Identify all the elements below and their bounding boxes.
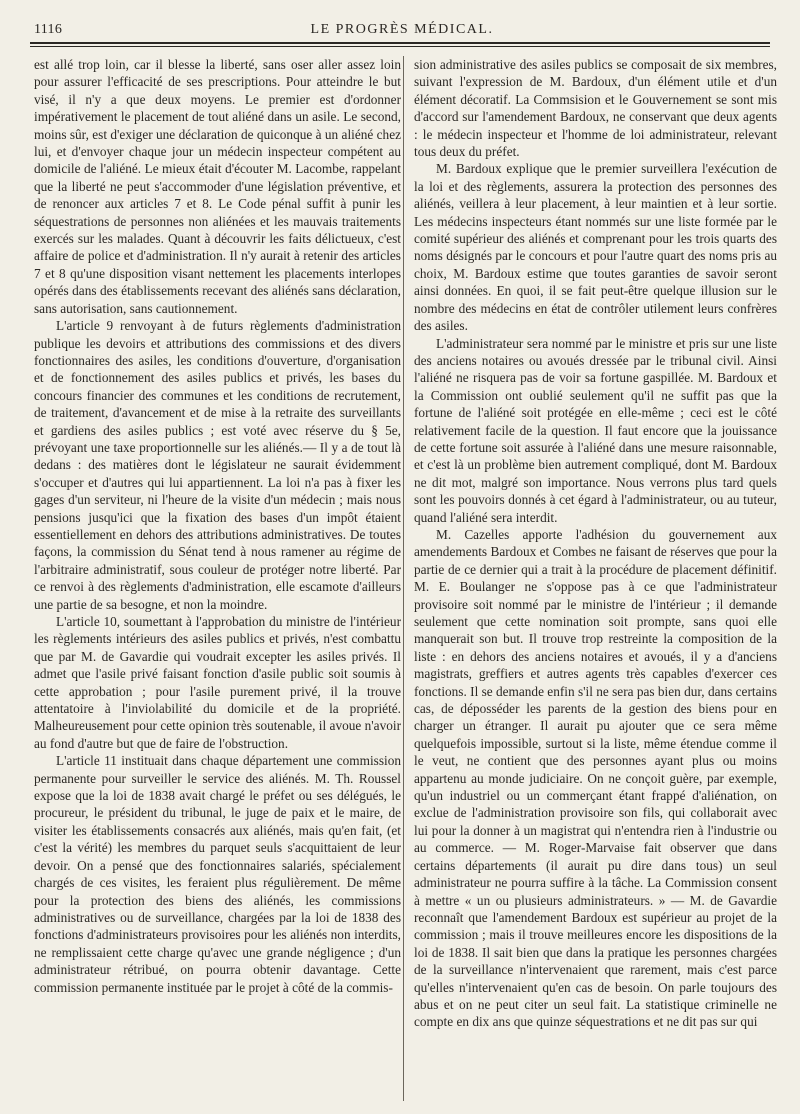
paragraph: M. Cazelles apporte l'adhésion du gouvernement aux amendements Bardoux et Combes ne faisant de réserves que pour la partie de ce dernier qui a trait à la procédure de placement définitif. M. E. Boulanger ne s'oppose pas à ce que l'administrateur provisoire soit nommé par le ministre de l'intérieur ; il demande seulement que cette nomination soit prompte, sans quoi elle manquerait son but. Il trouve trop restreinte la composition de la liste : en dehors des anciens notaires et avoués, il y a d'anciens magistrats, greffiers et autres agents très capables d'exercer ces fonctions. Il se demande enfin s'il ne sera pas bien dur, dans certains cas, de déposséder les parents de la gestion des biens pour en charger un étranger. Il aurait pu ajouter que ce sera même quelquefois impossible, surtout si la liste, même étendue comme il le veut, ne contient que des personnes ayant plus ou moins appartenu au monde judiciaire. On ne conçoit guère, par exemple, qu'un industriel ou un commerçant étant frappé d'aliénation, on exclue de l'administration provisoire son fils, qui collaborait avec lui pour la donner à un magistrat qui n'entendra rien à l'industrie ou au commerce. — M. Roger-Marvaise fait observer que dans certains départements (il aurait pu dire dans tous) un seul administrateur ne pourra suffire à la tâche. La Commission consent à mettre « un ou plusieurs administrateurs. » — M. de Gavardie reconnaît que l'amendement Bardoux est supérieur au projet de la commission ; mais il trouve meilleures encore les dispositions de la loi de 1838. Il sait bien que dans la pratique les personnes chargées de la surveillance n'intervenaient que rarement, mais c'est parce qu'elles n'intervenaient qu'en cas de besoin. On parle toujours des abus et on ne peut citer un seul fait. La statistique criminelle ne compte en dix ans que quinze séquestrations et ne dit pas sur qui [414, 526, 777, 1030]
right-column [414, 56, 777, 1101]
column-divider [403, 56, 404, 1101]
left-column [34, 56, 401, 1101]
running-title: LE PROGRÈS MÉDICAL. [310, 22, 494, 37]
page-number: 1116 [34, 22, 63, 37]
paragraph: L'administrateur sera nommé par le ministre et pris sur une liste des anciens notaires ou avoués dressée par le tribunal civil. Ainsi l'aliéné ne risquera pas de voir sa fortune gaspillée. M. Bardoux et la Commission ont oublié seulement qu'il ne suffit pas que la fortune de l'aliéné soit protégée en elle-même ; ceci est le côté relativement facile de la question. Il faut encore que la jouissance de cette fortune soit assurée à l'aliéné dans une mesure raisonnable, et c'est là un problème bien autrement compliqué, dont M. Bardoux ne dit mot, malgré son importance. Nous verrons plus tard quels sont les pouvoirs donnés à cet égard à l'administrateur, ou au tuteur, quand l'aliéné sera interdit. [414, 335, 777, 525]
paragraph: est allé trop loin, car il blesse la liberté, sans oser aller assez loin pour assurer l'efficacité de ses prescriptions. Pour atteindre le but visé, il n'y a que deux moyens. Le premier est d'ordonner impérativement le placement de tout aliéné dans un asile. Le second, moins sûr, est d'exiger une déclaration de quiconque à un aliéné chez lui, et d'envoyer chaque jour un médecin inspecteur compétent au domicile de l'aliéné. Le mieux était d'écouter M. Lacombe, rappelant que la liberté ne peut s'accommoder d'une législation préventive, et de renoncer aux articles 7 et 8. Le Code pénal suffit à punir les séquestrations de personnes non aliénées et les mauvais traitements exercés sur les malades. Quant à découvrir les faits délictueux, c'est affaire de police et d'administration. Il n'y aurait à retenir des articles 7 et 8 qu'une disposition visant nettement les placements interlopes opérés dans des établissements recevant des aliénés sans déclaration, sans autorisation, sans cautionnement. [34, 57, 401, 316]
page-header [34, 22, 770, 42]
paragraph: L'article 11 instituait dans chaque département une commission permanente pour surveiller le service des aliénés. M. Th. Roussel expose que la loi de 1838 avait chargé le préfet ou ses délégués, le procureur, le président du tribunal, le juge de paix et le maire, de visiter les établissements consacrés aux aliénés, mais qu'en fait, (et c'est la vérité) les membres du parquet seuls s'acquittaient de leur devoir. On a pensé que des fonctionnaires salariés, spécialement chargés de ces visites, les feraient plus régulièrement. De même pour la protection des biens des aliénés, les commissions administratives ou de surveillance, chargées par la loi de 1838 des fonctions d'administrateurs provisoires pour les aliénés non interdits, ne remplissaient cette charge qu'avec une grande négligence ; d'un administrateur rétribué, on pourra obtenir davantage. Cette commission permanente instituée par le projet à côté de la commis- [34, 753, 401, 995]
header-rule-thick [30, 42, 770, 44]
paragraph: L'article 9 renvoyant à de futurs règlements d'administration publique les devoirs et attributions des commissions et des divers fonctionnaires des asiles, les conditions d'ouverture, d'organisation et de fonctionnement des asiles publics et privés, les bases du concours financier des communes et les conditions de recrutement, de traitement, d'avancement et de mise à la retraite des surveillants et gardiens des asiles publics ; est voté avec réserve du § 5e, prévoyant une taxe proportionnelle sur les aliénés.— Il y a de tout là dedans : des matières dont le législateur ne saurait évidemment s'occuper et d'autres qui lui appartiennent. La loi n'a pas à fixer les gages d'un serviteur, ni l'heure de la visite d'un médecin ; mais nous pensions jusqu'ici que la fixation des bases d'un impôt étaient essentiellement en dehors des attributions administratives. De toutes façons, la commission du Sénat tend à nous ramener au régime de l'arbitraire administratif, sous couleur de protéger notre liberté. Par ce renvoi à des règlements d'administration, elle escamote d'ailleurs une partie de sa besogne, et non la moindre. [34, 318, 401, 612]
header-rule-thin [30, 46, 770, 47]
paragraph: L'article 10, soumettant à l'approbation du ministre de l'intérieur les règlements intérieurs des asiles publics et privés, n'est combattu que par M. de Gavardie qui voudrait excepter les asiles privés. Il admet que l'asile privé faisant fonction d'asile public soit soumis à cette approbation ; pour l'asile purement privé, il la trouve attentatoire à l'inviolabilité du domicile et de la propriété. Malheureusement pour cette opinion très soutenable, il avoue n'avoir au fond d'autre but que de faire de l'obstruction. [34, 614, 401, 751]
paragraph: sion administrative des asiles publics se composait de six membres, suivant l'expression de M. Bardoux, d'un élément utile et d'un élément décoratif. La Commsision et le Gouvernement se sont mis d'accord sur l'amendement Bardoux, ne conservant que deux agents : le médecin inspecteur et l'homme de loi administrateur, relevant tous deux du préfet. [414, 57, 777, 160]
paragraph: M. Bardoux explique que le premier surveillera l'exécution de la loi et des règlements, assurera la protection des personnes des aliénés, veillera à leur placement, à leur maintien et à leur sortie. Les médecins inspecteurs étant nommés sur une liste formée par le comité supérieur des aliénés et comprenant pour les trois quarts des noms désignés par le concours et pour l'autre quart des noms pris au choix, M. Bardoux estime que toutes garanties de savoir seront ainsi données. En quoi, il se fait peut-être quelque illusion sur le nombre des médecins en état de contrôler utilement leurs confrères des asiles. [414, 161, 777, 334]
